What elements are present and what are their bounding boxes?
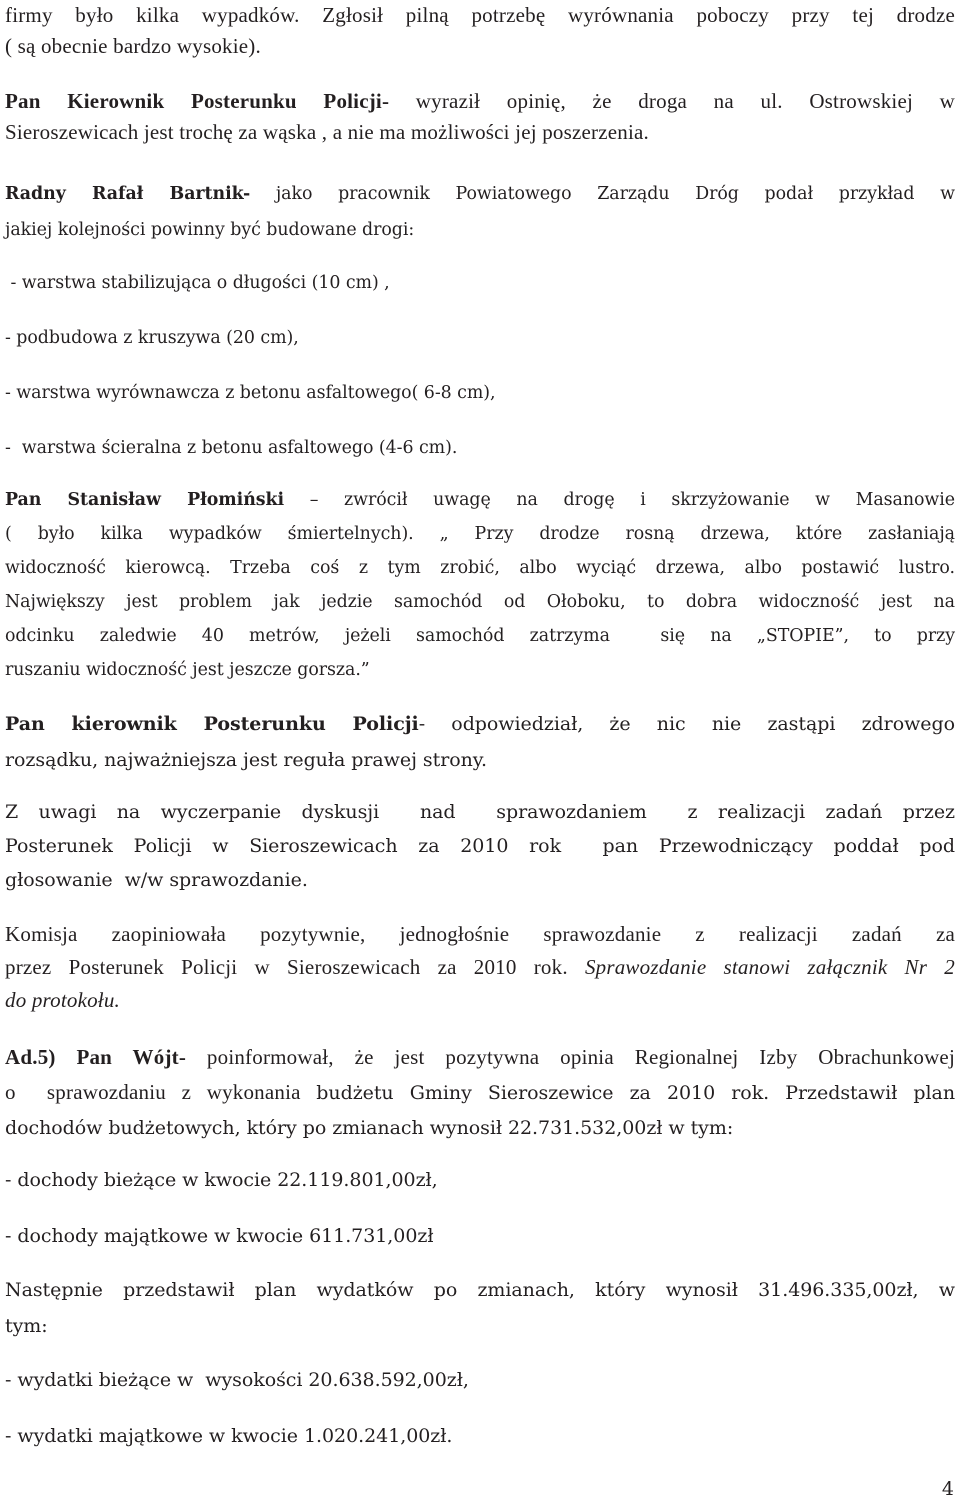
paragraph-expenses-plan [5, 1272, 955, 1344]
list-item: - wydatki bieżące w wysokości 20.638.592,00zł, [5, 1369, 469, 1391]
text-line: dochodów budżetowych, który po zmianach wynosił 22.731.532,00zł w tym: [5, 1117, 734, 1139]
text-line: jako pracownik Powiatowego Zarządu Dróg podał przykład w [250, 184, 955, 204]
speaker-name: Pan Stanisław Płomiński [5, 490, 285, 510]
text-line: ( są obecnie bardzo wysokie). [5, 34, 261, 58]
paragraph-bartnik [5, 176, 955, 248]
list-item: - wydatki majątkowe w kwocie 1.020.241,00zł. [5, 1425, 453, 1447]
list-item: - podbudowa z kruszywa (20 cm), [5, 328, 299, 348]
expenses-list [5, 1418, 955, 1454]
paragraph-police-head-reply [5, 706, 955, 778]
list-item: - dochody majątkowe w kwocie 611.731,00zł [5, 1225, 434, 1247]
road-layers-list [5, 430, 955, 466]
list-item: - warstwa wyrównawcza z betonu asfaltowego( 6-8 cm), [5, 383, 496, 403]
expenses-list [5, 1362, 955, 1398]
income-list [5, 1162, 955, 1198]
paragraph-plominski [5, 483, 955, 687]
speaker-name: Pan kierownik Posterunku Policji [5, 713, 419, 735]
agenda-label: Ad.5) Pan Wójt- [5, 1045, 187, 1069]
list-item: - warstwa ścieralna z betonu asfaltowego (4-6 cm). [5, 438, 458, 458]
text-line: Z uwagi na wyczerpanie dyskusji nad sprawozdaniem z realizacji zadań przez [5, 801, 955, 823]
text-line: – zwrócił uwagę na drogę i skrzyżowanie w Masanowie [284, 490, 956, 510]
paragraph-road-shoulders [5, 0, 955, 62]
text-line: przez Posterunek Policji w Sieroszewicach za 2010 rok. [5, 955, 585, 979]
text-line: widoczność kierowcą. Trzeba coś z tym zrobić, albo wyciąć drzewa, albo postawić lustro. [5, 558, 955, 578]
text-line: Następnie przedstawił plan wydatków po zmianach, który wynosił 31.496.335,00zł, w [5, 1279, 955, 1301]
list-item: - dochody bieżące w kwocie 22.119.801,00zł, [5, 1169, 438, 1191]
text-line: Sieroszewicach jest trochę za wąska , a nie ma możliwości jej poszerzenia. [5, 120, 649, 144]
text-line: rozsądku, najważniejsza jest reguła prawej strony. [5, 749, 487, 771]
text-line: jakiej kolejności powinny być budowane drogi: [5, 220, 415, 240]
road-layers-list [5, 265, 955, 301]
attachment-note: do protokołu. [5, 988, 120, 1012]
list-item: - warstwa stabilizująca o długości (10 cm) , [5, 273, 390, 293]
text-line: ( było kilka wypadków śmiertelnych). „ Przy drodze rosną drzewa, które zasłaniają [5, 524, 955, 544]
text-line: głosowanie w/w sprawozdanie. [5, 869, 308, 891]
text-line: firmy było kilka wypadków. Zgłosił pilną potrzebę wyrównania poboczy przy tej drodze [5, 3, 955, 27]
text-line: o sprawozdaniu z wykonania [5, 1080, 317, 1104]
text-line: Największy jest problem jak jedzie samochód od Ołoboku, to dobra widoczność jest na [5, 592, 955, 612]
text-line: wyraził opinię, że droga na ul. Ostrowskiej w [389, 89, 955, 113]
text-line: tym: [5, 1315, 48, 1337]
text-line: odcinku zaledwie 40 metrów, jeżeli samochód zatrzyma się na „STOPIE”, to przy [5, 626, 955, 646]
income-list [5, 1218, 955, 1254]
text-line: ruszaniu widoczność jest jeszcze gorsza.” [5, 660, 370, 680]
text-line: poinformował, że jest pozytywna opinia Regionalnej Izby Obrachunkowej [186, 1045, 955, 1069]
page-number: 4 [941, 1478, 954, 1500]
paragraph-wojt [5, 1040, 955, 1146]
road-layers-list [5, 320, 955, 356]
speaker-name: Pan Kierownik Posterunku Policji- [5, 89, 390, 113]
speaker-name: Radny Rafał Bartnik- [5, 184, 251, 204]
text-line: Posterunek Policji w Sieroszewicach za 2010 rok pan Przewodniczący poddał pod [5, 835, 955, 857]
paragraph-commission-opinion [5, 918, 955, 1017]
paragraph-vote [5, 795, 955, 897]
paragraph-police-head-opinion [5, 86, 955, 148]
road-layers-list [5, 375, 955, 411]
text-line: Komisja zaopiniowała pozytywnie, jednogłośnie sprawozdanie z realizacji zadań za [5, 922, 955, 946]
attachment-note: Sprawozdanie stanowi załącznik Nr 2 [584, 955, 955, 979]
text-line: budżetu Gminy Sieroszewice za 2010 rok. Przedstawił plan [316, 1082, 956, 1104]
text-line: - odpowiedział, że nic nie zastąpi zdrowego [418, 713, 956, 735]
